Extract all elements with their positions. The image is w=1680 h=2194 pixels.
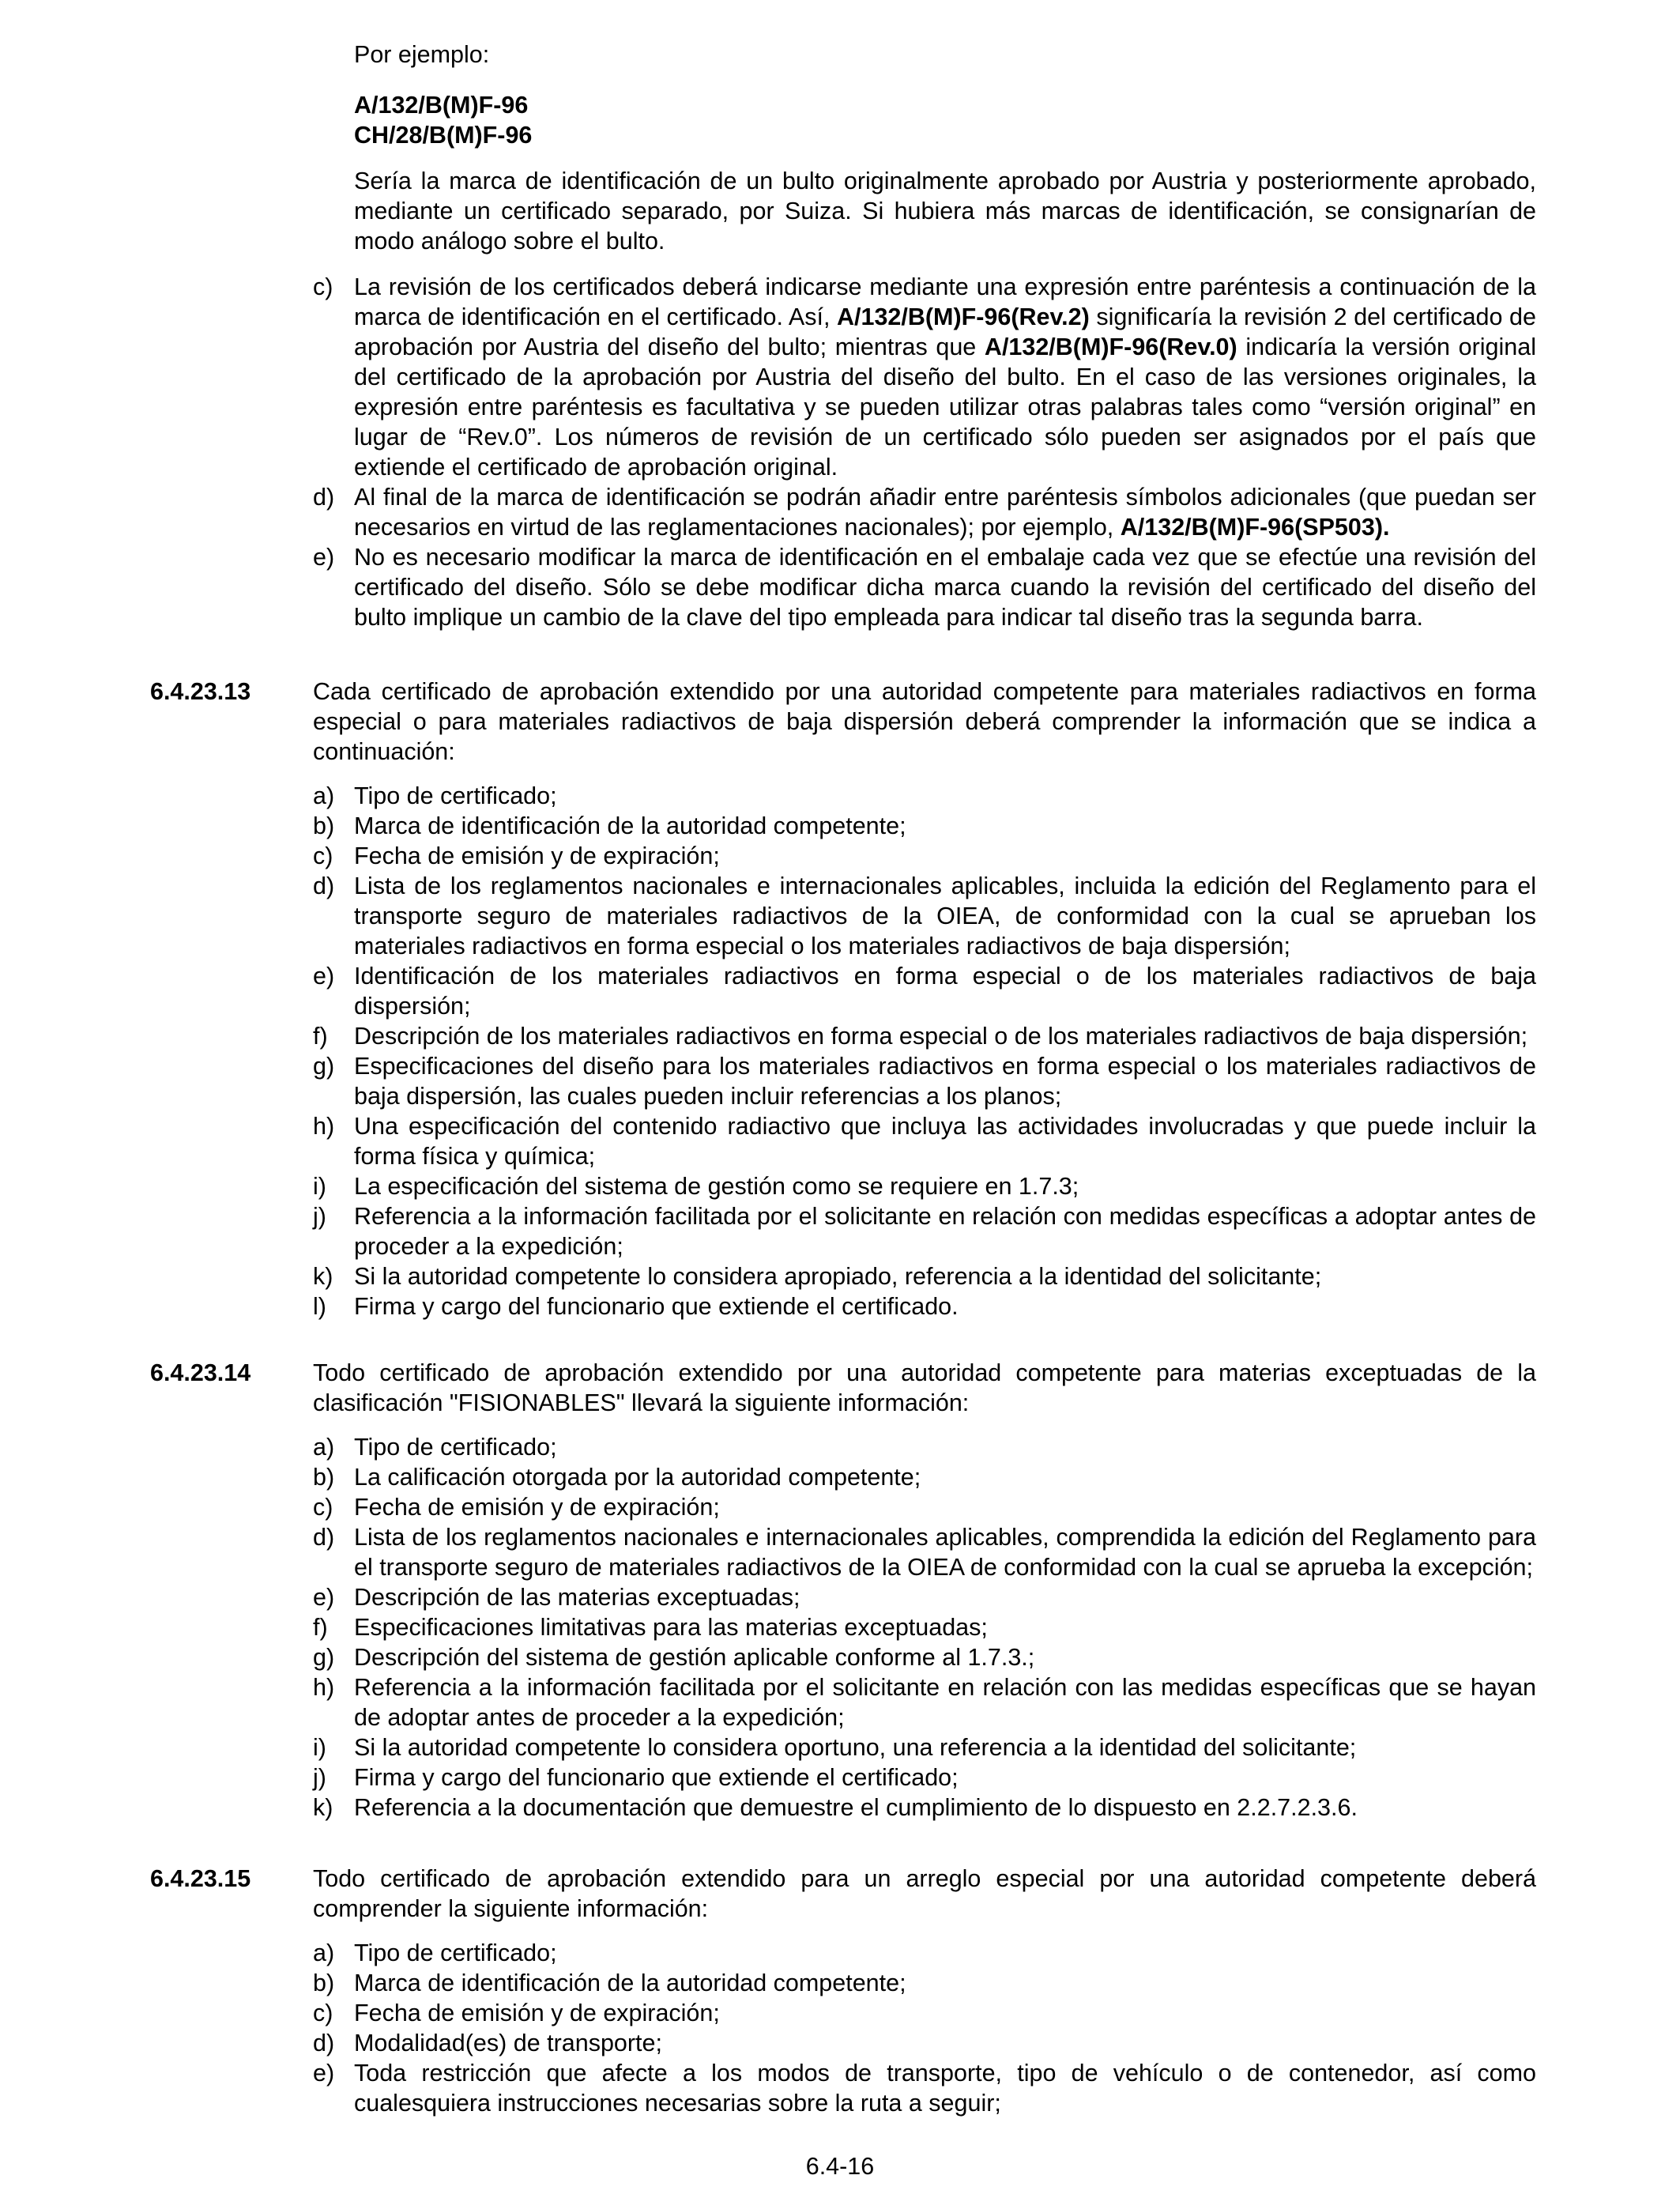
section-number: 6.4.23.14: [150, 1359, 251, 1386]
list-item-label: i): [313, 1734, 326, 1761]
list-item: [313, 1291, 1536, 1321]
section-intro: Cada certificado de aprobación extendido por una autoridad competente para materiales radiactivos en forma especial o para materiales radiactivos de baja dispersión deberá comprender la información que se indica a continuación:: [313, 678, 1536, 765]
list-item-label: h): [313, 1113, 335, 1140]
section-number: 6.4.23.13: [150, 678, 251, 705]
list-item-text: Una especificación del contenido radiactivo que incluya las actividades involucradas y que puede incluir la forma física y química;: [354, 1113, 1536, 1170]
list-item: [313, 1201, 1536, 1261]
list-item-label: a): [313, 1940, 335, 1966]
list-item-text: Si la autoridad competente lo considera apropiado, referencia a la identidad del solicitante;: [354, 1263, 1322, 1290]
list-item: [313, 841, 1536, 871]
list-item: [313, 871, 1536, 961]
list-item-label: j): [313, 1764, 326, 1791]
list-item-label: a): [313, 1434, 335, 1461]
section-item-list: [313, 1432, 1536, 1823]
page-number: 6.4-16: [805, 2153, 875, 2180]
list-item-text: La revisión de los certificados deberá indicarse mediante una expresión entre paréntesis a continuación de la marca de identificación en el certificado. Así,: [354, 273, 1536, 330]
list-item-label: l): [313, 1293, 326, 1320]
list-item-label: d): [313, 2030, 335, 2056]
list-item-label: b): [313, 1970, 335, 1996]
list-item-label: k): [313, 1794, 333, 1821]
list-item-label: c): [313, 273, 333, 300]
list-item-text: Lista de los reglamentos nacionales e internacionales aplicables, comprendida la edición del Reglamento para el transporte seguro de materiales radiactivos de la OIEA de conformidad con la cual se aprueba la excepción;: [354, 1524, 1536, 1581]
list-item-text: Modalidad(es) de transporte;: [354, 2030, 662, 2056]
list-item: [313, 1582, 1536, 1612]
list-item: [313, 1762, 1536, 1793]
list-item-text: Lista de los reglamentos nacionales e internacionales aplicables, incluida la edición del Reglamento para el transporte seguro de materiales radiactivos de la OIEA, de conformidad con la cual se aprueban los materiales radiactivos en forma especial o los materiales radiactivos de baja dispersión;: [354, 873, 1536, 959]
list-item: [313, 272, 1536, 482]
list-item: [313, 1612, 1536, 1642]
list-item: [313, 1732, 1536, 1762]
identification-mark-2: CH/28/B(M)F-96: [354, 122, 533, 149]
list-item-text: Tipo de certificado;: [354, 782, 557, 809]
list-item-text: Especificaciones del diseño para los materiales radiactivos en forma especial o los materiales radiactivos de baja dispersión, las cuales pueden incluir referencias a los planos;: [354, 1053, 1536, 1110]
list-item-label: f): [313, 1023, 328, 1050]
list-item: [313, 1171, 1536, 1201]
list-item: [313, 1642, 1536, 1672]
list-item: [313, 1968, 1536, 1998]
list-item: [313, 1492, 1536, 1522]
list-item-label: h): [313, 1674, 335, 1701]
list-item-label: a): [313, 782, 335, 809]
list-item-label: e): [313, 963, 335, 990]
list-item-text: Especificaciones limitativas para las materias exceptuadas;: [354, 1614, 988, 1641]
identification-mark: A/132/B(M)F-96(Rev.2): [837, 303, 1090, 330]
list-item-label: j): [313, 1203, 326, 1230]
list-item: [313, 781, 1536, 811]
list-item: [313, 1111, 1536, 1171]
list-item-text: Marca de identificación de la autoridad competente;: [354, 812, 906, 839]
list-item: [313, 1522, 1536, 1582]
list-item-text: Referencia a la información facilitada por el solicitante en relación con medidas específicas a adoptar antes de proceder a la expedición;: [354, 1203, 1536, 1260]
list-item-text: Fecha de emisión y de expiración;: [354, 2000, 720, 2026]
list-item-label: b): [313, 1464, 335, 1491]
list-item-text: Toda restricción que afecte a los modos de transporte, tipo de vehículo o de contenedor, así como cualesquiera instrucciones necesarias sobre la ruta a seguir;: [354, 2060, 1536, 2117]
list-item-text: No es necesario modificar la marca de identificación en el embalaje cada vez que se efectúe una revisión del certificado del diseño. Sólo se debe modificar dicha marca cuando la revisión del certificado del diseño del bulto implique un cambio de la clave del tipo empleada para indicar tal diseño tras la segunda barra.: [354, 544, 1536, 631]
list-item: [313, 1051, 1536, 1111]
section-item-list: [313, 1938, 1536, 2118]
list-item-label: c): [313, 2000, 333, 2026]
section-intro: Todo certificado de aprobación extendido por una autoridad competente para materias exceptuadas de la clasificación "FISIONABLES" llevará la siguiente información:: [313, 1359, 1536, 1416]
list-item-label: i): [313, 1173, 326, 1200]
list-item-label: f): [313, 1614, 328, 1641]
section-item-list: [313, 781, 1536, 1321]
list-item-label: b): [313, 812, 335, 839]
list-item-text: Fecha de emisión y de expiración;: [354, 1494, 720, 1521]
list-item: [313, 2028, 1536, 2058]
list-item-text: indicaría la versión original del certificado de la aprobación por Austria del diseño del bulto. En el caso de las versiones originales, la expresión entre paréntesis es facultativa y se pueden utilizar otras palabras tales como “versión original” en lugar de “Rev.0”. Los números de revisión de un certificado sólo pueden ser asignados por el país que extiende el certificado de aprobación original.: [354, 334, 1537, 481]
list-item-label: g): [313, 1644, 335, 1671]
list-item-label: e): [313, 1584, 335, 1611]
list-item-text: Tipo de certificado;: [354, 1940, 557, 1966]
list-item-label: g): [313, 1053, 335, 1080]
list-item: [313, 1462, 1536, 1492]
list-item-label: d): [313, 484, 335, 511]
list-item-text: Descripción del sistema de gestión aplicable conforme al 1.7.3.;: [354, 1644, 1035, 1671]
list-item-label: c): [313, 843, 333, 869]
list-item: [313, 1261, 1536, 1291]
list-item-text: Descripción de las materias exceptuadas;: [354, 1584, 800, 1611]
list-item-label: d): [313, 1524, 335, 1551]
list-item: [313, 542, 1536, 632]
list-item-label: k): [313, 1263, 333, 1290]
list-item-text: La calificación otorgada por la autoridad competente;: [354, 1464, 921, 1491]
list-item-label: e): [313, 2060, 335, 2087]
list-item-text: Referencia a la documentación que demuestre el cumplimiento de lo dispuesto en 2.2.7.2.3.6.: [354, 1794, 1358, 1821]
list-item: [313, 961, 1536, 1021]
list-item: [313, 1021, 1536, 1051]
list-item-text: Firma y cargo del funcionario que extiende el certificado.: [354, 1293, 959, 1320]
list-item-text: Tipo de certificado;: [354, 1434, 557, 1461]
list-item: [313, 1998, 1536, 2028]
list-item: [313, 1672, 1536, 1732]
list-item-text: Al final de la marca de identificación se podrán añadir entre paréntesis símbolos adicionales (que puedan ser necesarios en virtud de las reglamentaciones nacionales); por ejemplo,: [354, 484, 1536, 541]
list-item-label: d): [313, 873, 335, 899]
list-item-text: significaría la revisión 2 del certificado de aprobación por Austria del diseño del bulto; mientras que: [354, 303, 1536, 360]
list-item-text: Fecha de emisión y de expiración;: [354, 843, 720, 869]
revision-rules-list: [313, 272, 1536, 632]
section-intro: Todo certificado de aprobación extendido para un arreglo especial por una autoridad competente deberá comprender la siguiente información:: [313, 1865, 1536, 1922]
list-item-text: Marca de identificación de la autoridad competente;: [354, 1970, 906, 1996]
list-item: [313, 482, 1536, 542]
example-paragraph: Sería la marca de identificación de un bulto originalmente aprobado por Austria y posteriormente aprobado, mediante un certificado separado, por Suiza. Si hubiera más marcas de identificación, se consignarían de modo análogo sobre el bulto.: [354, 168, 1536, 254]
list-item-label: e): [313, 544, 335, 571]
identification-mark: A/132/B(M)F-96(Rev.0): [984, 334, 1237, 360]
list-item: [313, 1432, 1536, 1462]
list-item-text: Si la autoridad competente lo considera oportuno, una referencia a la identidad del solicitante;: [354, 1734, 1357, 1761]
list-item-label: c): [313, 1494, 333, 1521]
list-item: [313, 1938, 1536, 1968]
list-item-text: Referencia a la información facilitada por el solicitante en relación con las medidas específicas que se hayan de adoptar antes de proceder a la expedición;: [354, 1674, 1536, 1731]
list-item-text: La especificación del sistema de gestión como se requiere en 1.7.3;: [354, 1173, 1079, 1200]
list-item: [313, 2058, 1536, 2118]
identification-mark-1: A/132/B(M)F-96: [354, 92, 529, 119]
list-item-text: Descripción de los materiales radiactivos en forma especial o de los materiales radiactivos de baja dispersión;: [354, 1023, 1528, 1050]
list-item: [313, 1793, 1536, 1823]
example-label: Por ejemplo:: [354, 41, 490, 68]
identification-mark: A/132/B(M)F-96(SP503).: [1120, 514, 1390, 541]
section-number: 6.4.23.15: [150, 1865, 251, 1892]
list-item-text: Identificación de los materiales radiactivos en forma especial o de los materiales radiactivos de baja dispersión;: [354, 963, 1536, 1020]
list-item-text: Firma y cargo del funcionario que extiende el certificado;: [354, 1764, 959, 1791]
list-item: [313, 811, 1536, 841]
